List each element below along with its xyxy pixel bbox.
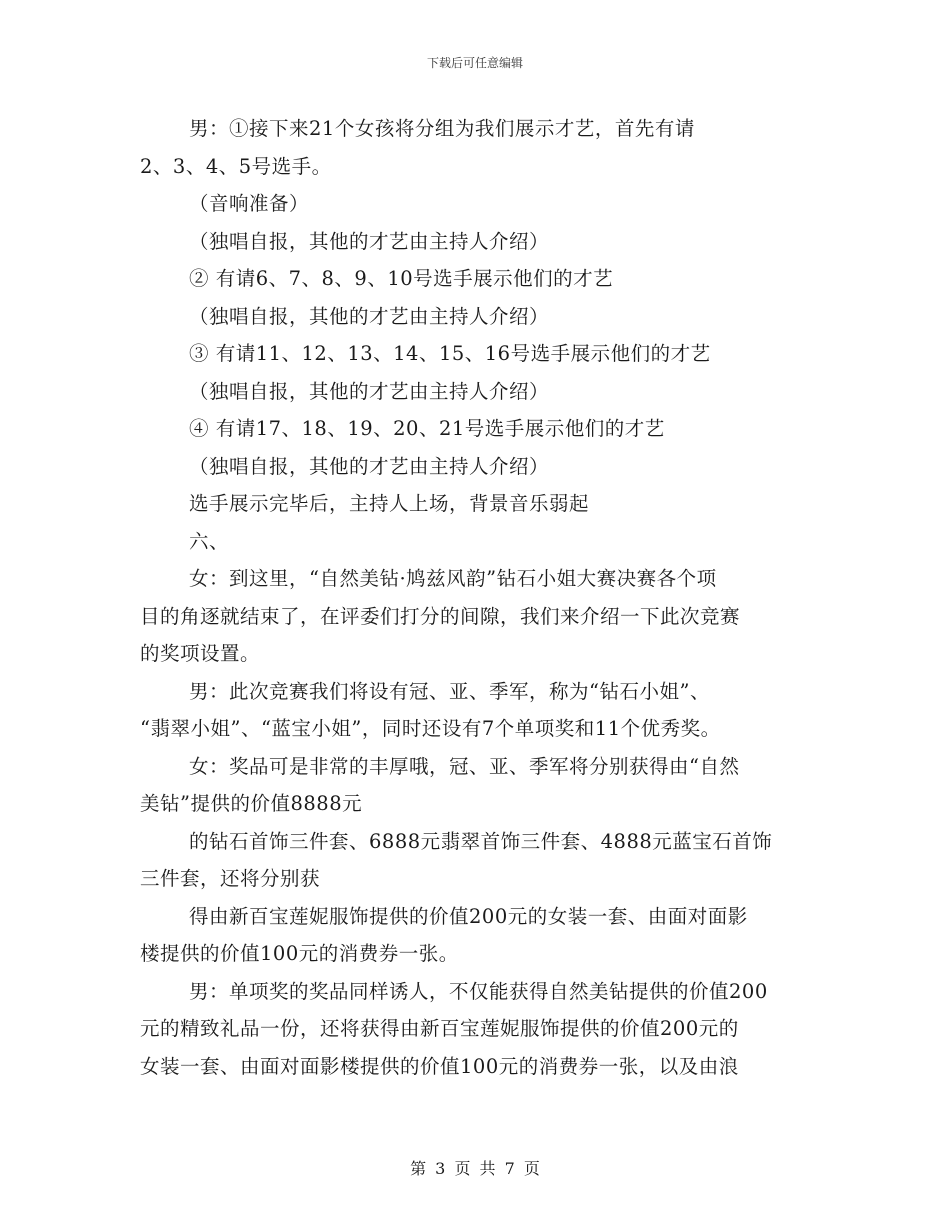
section-heading: 六、 [189,529,230,553]
document-body [140,110,820,1085]
paragraph-line: （音响准备） [189,192,310,215]
paragraph-line: 美钻”提供的价值8888元 [140,792,363,815]
paragraph-line: 男：①接下来21个女孩将分组为我们展示才艺，首先有请 [189,117,695,140]
paragraph-line: 女装一套、由面对面影楼提供的价值100元的消费券一张，以及由浪 [140,1054,739,1078]
paragraph-line: ② 有请6、7、8、9、10号选手展示他们的才艺 [189,267,614,290]
paragraph-line: （独唱自报，其他的才艺由主持人介绍） [189,379,550,403]
paragraph-line: 三件套，还将分别获 [140,867,321,890]
paragraph-line: 2、3、4、5号选手。 [140,154,332,178]
page-number-footer: 第 3 页 共 7 页 [410,1159,540,1178]
paragraph-line: （独唱自报，其他的才艺由主持人介绍） [189,454,550,478]
paragraph-line: 女：奖品可是非常的丰厚哦，冠、亚、季军将分别获得由“自然 [189,754,740,778]
paragraph-line: （独唱自报，其他的才艺由主持人介绍） [189,229,550,253]
paragraph-line: 女：到这里，“自然美钻·鸠兹风韵”钻石小姐大赛决赛各个项 [189,567,717,590]
paragraph-line: 选手展示完毕后，主持人上场，背景音乐弱起 [189,492,590,515]
paragraph-line: 的钻石首饰三件套、6888元翡翠首饰三件套、4888元蓝宝石首饰 [189,829,773,853]
paragraph-line: 目的角逐就结束了，在评委们打分的间隙，我们来介绍一下此次竞赛 [140,604,741,628]
paragraph-line: 男：此次竞赛我们将设有冠、亚、季军，称为“钻石小姐”、 [189,679,710,703]
paragraph-line: “翡翠小姐”、“蓝宝小姐”，同时还设有7个单项奖和11个优秀奖。 [140,717,721,740]
paragraph-line: 元的精致礼品一份，还将获得由新百宝莲妮服饰提供的价值200元的 [140,1017,739,1040]
paragraph-line: ③ 有请11、12、13、14、15、16号选手展示他们的才艺 [189,342,711,365]
paragraph-line: 楼提供的价值100元的消费券一张。 [140,942,459,965]
page-header: 下载后可任意编辑 [426,56,523,70]
paragraph-line: 男：单项奖的奖品同样诱人，不仅能获得自然美钻提供的价值200 [189,979,768,1003]
paragraph-line: 得由新百宝莲妮服饰提供的价值200元的女装一套、由面对面影 [189,904,748,928]
paragraph-line: 的奖项设置。 [140,642,261,665]
paragraph-line: （独唱自报，其他的才艺由主持人介绍） [189,304,550,328]
paragraph-line: ④ 有请17、18、19、20、21号选手展示他们的才艺 [189,417,665,440]
